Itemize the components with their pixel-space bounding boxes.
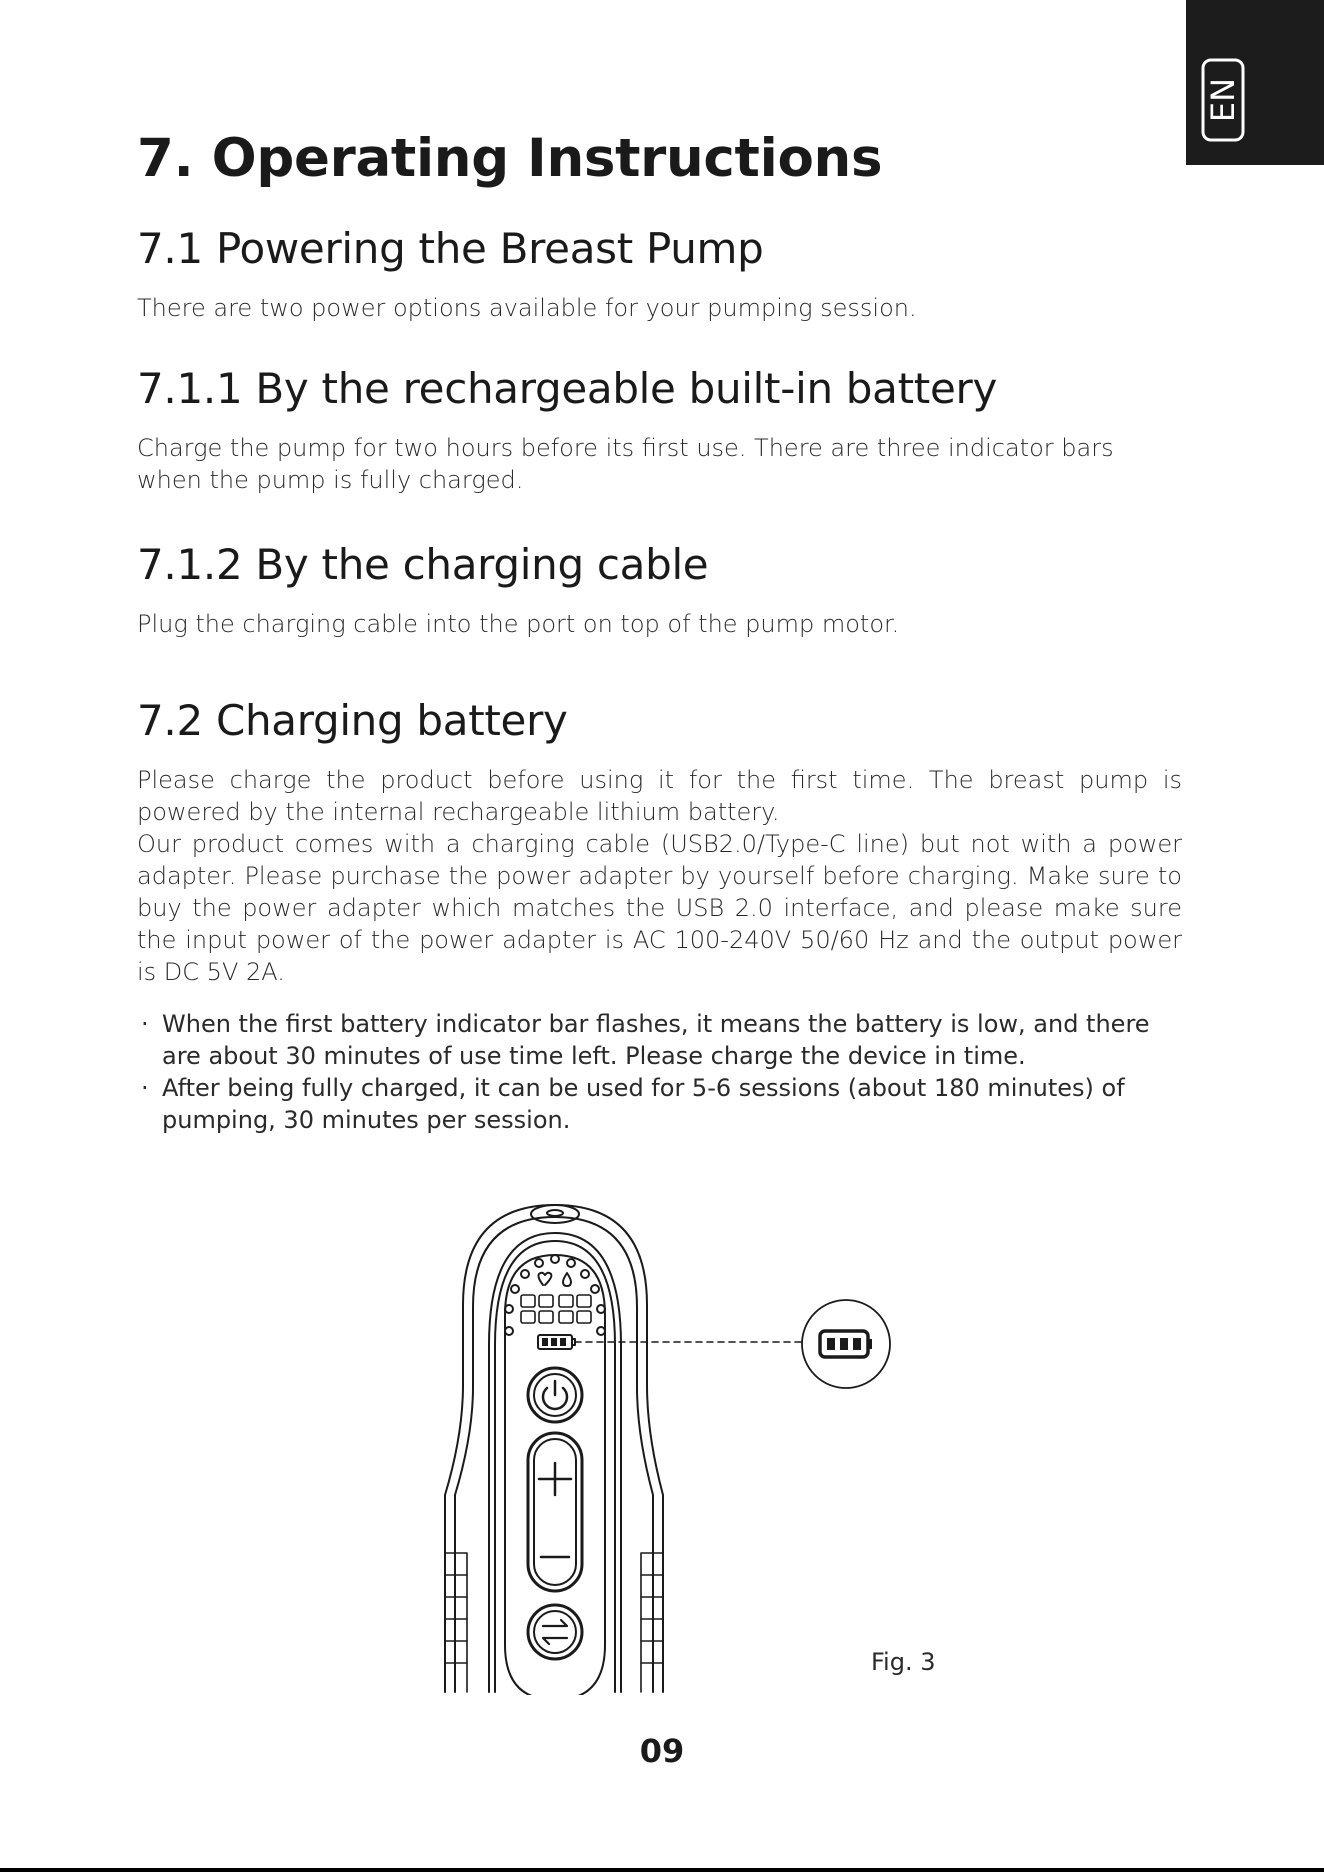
language-tab — [1186, 0, 1324, 165]
list-item — [137, 1072, 1182, 1136]
page-bottom-rule — [0, 1868, 1324, 1872]
section-7-2-title: 7.2 Charging battery — [137, 696, 568, 745]
section-7-1-1-text: Charge the pump for two hours before its first use. There are three indicator bars when the pump is fully charged. — [137, 434, 1114, 494]
battery-notes-list — [137, 1008, 1182, 1136]
bullet-icon: · — [141, 1074, 149, 1102]
section-7-1-1-title: 7.1.1 By the rechargeable built-in battery — [137, 364, 998, 413]
section-7-2-para2: Our product comes with a charging cable (USB2.0/Type-C line) but not with a power adapter. Please purchase the power adapter by yourself before charging. Make sure to buy the power adapter which matches the USB 2.0 interface, and please make sure the input power of the power adapter is AC 100-240V 50/60 Hz and the output power is DC 5V 2A. — [137, 830, 1182, 986]
mode-switch-icon — [528, 1605, 582, 1659]
section-7-1-2-text: Plug the charging cable into the port on top of the pump motor. — [137, 610, 900, 638]
svg-text:EN: EN — [1204, 77, 1242, 123]
section-7-1-title: 7.1 Powering the Breast Pump — [137, 224, 764, 273]
section-7-1-text: There are two power options available for your pumping session. — [137, 294, 917, 322]
bullet-text: After being fully charged, it can be used for 5-6 sessions (about 180 minutes) of pumping, 30 minutes per session. — [162, 1074, 1125, 1134]
section-7-2-para1: Please charge the product before using it for the first time. The breast pump is powered by the internal rechargeable lithium battery. — [137, 766, 1182, 826]
section-7-1-2-title: 7.1.2 By the charging cable — [137, 540, 709, 589]
pump-illustration — [437, 1195, 897, 1699]
plus-icon — [539, 1463, 571, 1495]
list-item — [137, 1008, 1182, 1072]
battery-indicator-icon — [538, 1335, 575, 1349]
bullet-text: When the first battery indicator bar flashes, it means the battery is low, and there are about 30 minutes of use time left. Please charge the device in time. — [162, 1010, 1150, 1070]
page-title: 7. Operating Instructions — [137, 128, 883, 189]
language-tab-label — [1186, 0, 1324, 165]
power-icon — [528, 1368, 582, 1422]
bullet-icon: · — [141, 1010, 149, 1038]
battery-callout-icon — [802, 1300, 890, 1388]
page-number: 09 — [639, 1732, 685, 1770]
figure-caption: Fig. 3 — [871, 1648, 936, 1676]
